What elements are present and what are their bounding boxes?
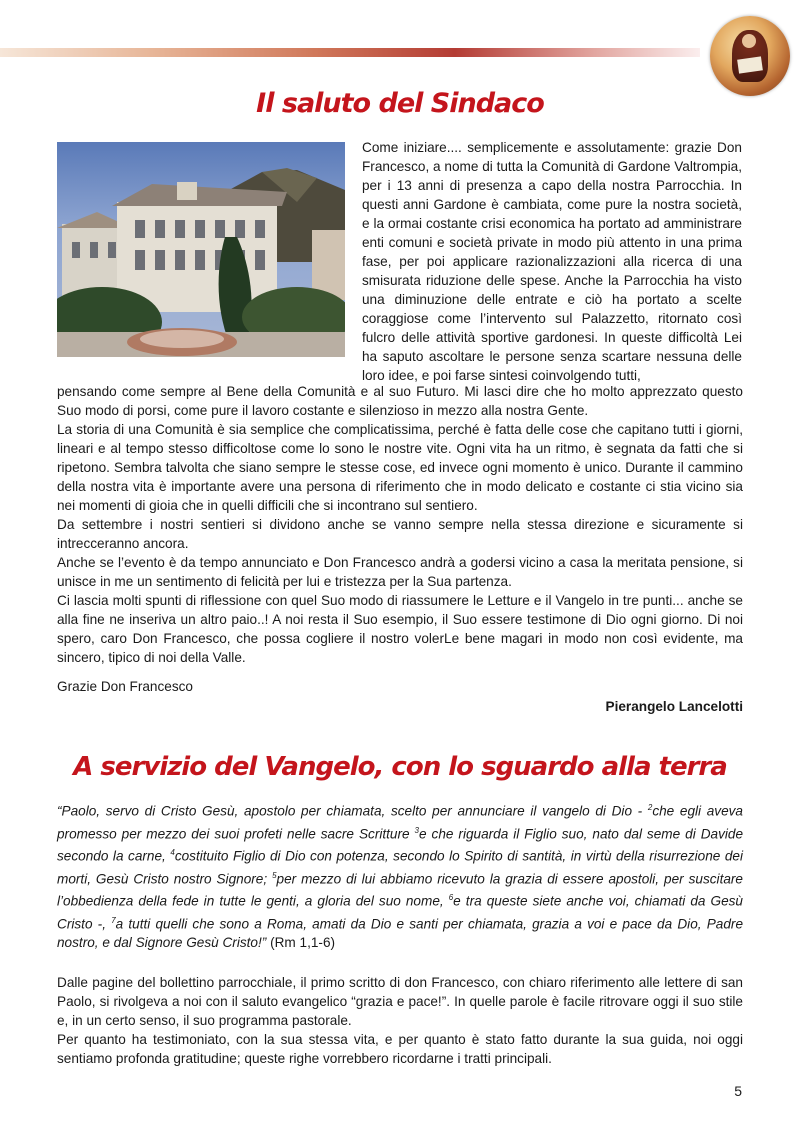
paragraph: Ci lascia molti spunti di riflessione con quel Suo modo di riassumere le Letture e il Vangelo in tre punti... anche se alla fine ne inseriva un altro paio..! A noi resta il Suo esempio, il Suo essere testimone di Dio ogni giorno. Di noi spero, caro Don Francesco, che possa cogliere il nostro volerLe bene magari in modo non così evidente, ma sincero, tipico di noi della Valle. (57, 593, 743, 665)
verse-number: 3 (414, 825, 419, 835)
quote-text: e tra queste siete anche voi, chiamati da Gesù Cristo -, (57, 893, 743, 932)
paragraph: Per quanto ha testimoniato, con la sua stessa vita, e per quanto è stato fatto durante la sua guida, noi oggi sentiamo profonda gratitudine; queste righe vorrebbero ricordarne i tratti principali. (57, 1032, 743, 1066)
verse-number: 4 (170, 848, 175, 858)
verse-number: 5 (272, 870, 277, 880)
scripture-reference: (Rm 1,1-6) (266, 935, 336, 951)
verse-number: 6 (448, 893, 454, 903)
town-hall-photo (57, 142, 345, 357)
verse-number: 2 (647, 803, 653, 812)
paragraph: Dalle pagine del bollettino parrocchiale, il primo scritto di don Francesco, con chiaro riferimento alle lettere di san Paolo, si rivolgeva a noi con il saluto evangelico “grazia e pace!”. In quelle parole è facile ritrovare oggi il suo stile e, in un certo senso, il suo programma pastorale. (57, 975, 743, 1028)
scripture-quote (57, 798, 743, 952)
quote-text: e che riguarda il Figlio suo, nato dal seme di Davide secondo la carne, (57, 826, 744, 864)
gospel-section-body (57, 973, 743, 1068)
quote-text: a tutti quelli che sono a Roma, amati da Dio e santi per chiamata, grazia a voi e pace da Dio, Padre nostro, e dal Signore Gesù Cristo!” (57, 916, 744, 951)
mayor-letter-body (57, 382, 743, 667)
section-title-gospel-service: A servizio del Vangelo, con lo sguardo alla terra (73, 752, 727, 782)
signature: Pierangelo Lancelotti (605, 699, 743, 714)
verse-number: 7 (111, 915, 116, 925)
page-number: 5 (734, 1083, 742, 1099)
saint-medallion-image (710, 16, 790, 96)
quote-text: che egli aveva promesso per mezzo dei suoi profeti nelle sacre Scritture (57, 803, 743, 842)
closing-thanks: Grazie Don Francesco (57, 679, 193, 694)
paragraph: La storia di una Comunità è sia semplice che complicatissima, perché è fatta delle cose che capitano tutti i giorni, lineari e al tempo stesso difficoltose come lo sono le nostre vite. Ogni vita ha un ritmo, è segnata da fatti che si ripetono. Sembra talvolta che siano sempre le stesse cose, ed invece ogni momento è unico. Durante il cammino della nostra vita è importante avere una persona di riferimento che in modo delicato e costante ci stia vicino sia nei momenti di gioia che in quelli difficili che si incontrano sul sentiero. (57, 422, 743, 513)
paragraph: pensando come sempre al Bene della Comunità e al suo Futuro. Mi lasci dire che ho molto apprezzato questo Suo modo di porsi, come pure il lavoro costante e silenzioso in mezzo alla nostra Gente. (57, 384, 743, 418)
paragraph: Da settembre i nostri sentieri si dividono anche se vanno sempre nella stessa direzione e sicuramente si intrecceranno ancora. (57, 517, 743, 551)
quote-text: “Paolo, servo di Cristo Gesù, apostolo per chiamata, scelto per annunciare il vangelo di Dio - (57, 803, 648, 819)
section-title-mayor-greeting: Il saluto del Sindaco (256, 88, 544, 119)
quote-text: per mezzo di lui abbiamo ricevuto la grazia di essere apostoli, per suscitare l’obbedienza della fede in tutte le genti, a gloria del suo nome, (57, 871, 743, 909)
header-decorative-rule (0, 48, 700, 57)
quote-text: costituito Figlio di Dio con potenza, secondo lo Spirito di santità, in virtù della risurrezione dei morti, Gesù Cristo nostro Signore; (57, 848, 743, 887)
paragraph: Anche se l’evento è da tempo annunciato e Don Francesco andrà a godersi vicino a casa la meritata pensione, si unisce in me un sentimento di felicità per lui e tristezza per la Sua partenza. (57, 555, 743, 589)
intro-paragraph: Come iniziare.... semplicemente e assolutamente: grazie Don Francesco, a nome di tutta la Comunità di Gardone Valtrompia, per i 13 anni di presenza a capo della nostra Parrocchia. In questi anni Gardone è cambiata, come pure la nostra società, e la ormai costante crisi economica ha portato ad amministrare enti comuni e società private in modo più attento in una prima fase, per poi applicare razionalizzazioni alla ricerca di una smisurata riduzione delle spese. Anche la Parrocchia ha visto una diminuzione delle entrate e ciò ha portato a scelte coraggiose come l’intervento sul Palazzetto, ritornato così fulcro delle attività sportive gardonesi. In queste difficoltà Lei ha saputo ascoltare le persone senza scartare nessuna delle loro idee, e poi farse sintesi coinvolgendo tutti, (362, 140, 742, 383)
